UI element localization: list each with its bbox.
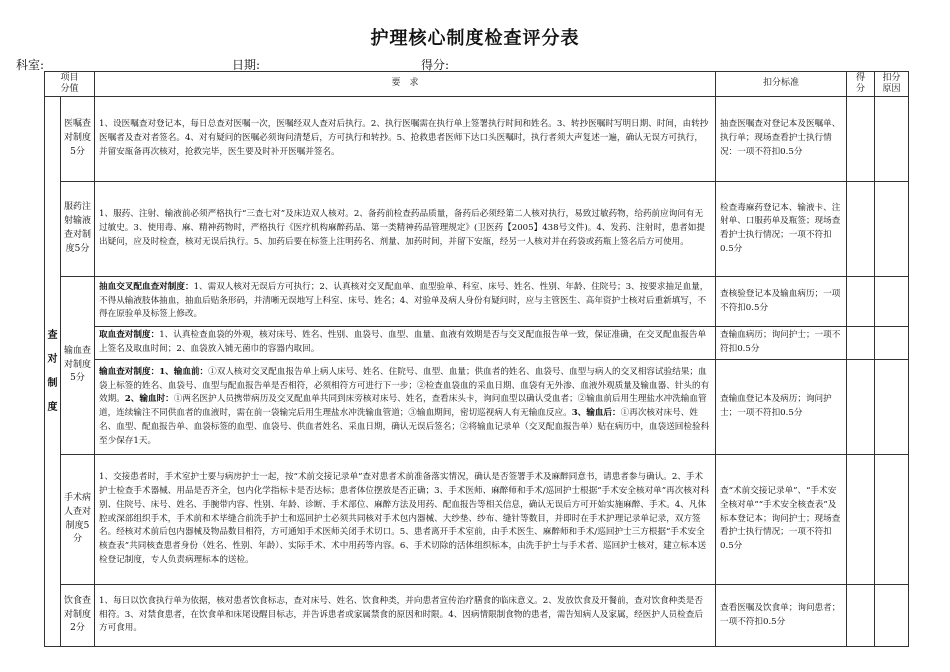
table-row bbox=[45, 277, 909, 327]
table-row bbox=[45, 360, 909, 455]
header-reason: 扣分 原因 bbox=[875, 72, 909, 97]
item-name: 手术病人查对制度5分 bbox=[61, 455, 95, 585]
table-header-row bbox=[45, 72, 909, 97]
table-row bbox=[45, 327, 909, 360]
table-row bbox=[45, 455, 909, 585]
score-label: 得分: bbox=[421, 58, 450, 72]
standard-text: 查核验登记本及输血病历；一项不符扣0.5分 bbox=[716, 277, 847, 327]
header-standard: 扣分标准 bbox=[716, 72, 847, 97]
reason-cell[interactable] bbox=[875, 585, 909, 647]
reason-cell[interactable] bbox=[875, 277, 909, 327]
requirement-text: 输血查对制度：1、输血前：①双人核对交叉配血报告单上病人床号、姓名、住院号、血型、血量；供血者的姓名、血袋号、血型与病人的交叉相容试验结果；血袋上标签的姓名、血袋号、血型与配血报告单是否相符，必须相符方可进行下一步；②检查血袋血的采血日期、血袋有无外渗、血液外观质量及输血器、针头的有效期。2、输血时：①两名医护人员携带病历及交叉配血单共同到床旁核对床号、姓名，查看床头卡，询问血型以确认受血者；②输血前后用生理盐水冲洗输血管道，连续输注不同供血者的血液时，需在前一袋输完后用生理盐水冲洗输血管道；③输血期间，密切巡视病人有无输血反应。3、输血后：①再次核对床号、姓名、血型、配血报告单、血袋标签的血型、血袋号、供血者姓名、采血日期，确认无误后签名；②将输血记录单（交叉配血报告单）贴在病历中，血袋送回检验科至少保存1天。 bbox=[95, 360, 716, 455]
standard-text: 查输血病历；询问护士；一项不符扣0.5分 bbox=[716, 327, 847, 360]
requirement-text: 1、服药、注射、输液前必须严格执行“三查七对”及床边双人核对。2、备药前检查药品质量，备药后必须经第二人核对执行，易致过敏药物，给药前应询问有无过敏史。3、使用毒、麻、精神药物时，严格执行《医疗机构麻醉药品、第一类精神药品管理规定》(卫医药【2005】438号文件)。4、发药、注射时，患者如提出疑问，应及时检查，核对无误后执行。5、加药后要在标签上注明药名、剂量、加药时间，并留下安瓿，经另一人核对并在药袋或药瓶上签名后方可使用。 bbox=[95, 182, 716, 277]
header-requirement: 要 求 bbox=[95, 72, 716, 97]
table-row bbox=[45, 97, 909, 182]
requirement-text: 1、交接患者时，手术室护士要与病房护士一起，按“术前交接记录单”查对患者术前准备落实情况，确认是否签署手术及麻醉同意书，请患者参与确认。2、手术护士检查手术器械、用品是否齐全，包内化学指标卡是否达标；患者体位摆放是否正确；3、手术医师、麻醉师和手术/巡回护士根据“手术安全核对单”再次核对科别、住院号、床号、姓名、手腕带内容、性别、年龄、诊断、手术部位、麻醉方法及用药、配血报告等相关信息，确认无误后方可开始实施麻醉、手术。4、凡体腔或深部组织手术，手术前和术毕缝合前洗手护士和巡回护士必须共同核对手术包内器械、大纱垫、纱布、缝针等数目，并即时在手术护理记录单记录，双方签名。经核对术前后包内器械及物品数目相符，方可通知手术医师关闭手术切口。5、患者离开手术室前，由手术医生、麻醉师和手术/巡回护士三方根据“手术安全核查表”共同核查患者身份（姓名、性别、年龄）、实际手术、术中用药等内容。6、手术切除的活体组织标本，由洗手护士与手术者、巡回护士核对，建立标本送检登记制度，专人负责病理标本的送检。 bbox=[95, 455, 716, 585]
standard-text: 查“术前交接记录单”、“手术安全核对单”“手术安全核查表”及标本登记本；询问护士；现场查看护士执行情况；一项不符扣0.5分 bbox=[716, 455, 847, 585]
table-row bbox=[45, 585, 909, 647]
reason-cell[interactable] bbox=[875, 97, 909, 182]
requirement-text: 取血查对制度：1、认真检查血袋的外观，核对床号、姓名、性别、血袋号、血型、血量、血液有效期是否与交叉配血报告单一致，保证准确，在交叉配血报告单上签名及取血时间；2、血袋放入铺无菌巾的容器内取回。 bbox=[95, 327, 716, 360]
score-cell[interactable] bbox=[847, 585, 875, 647]
page-title: 护理核心制度检查评分表 bbox=[370, 28, 580, 49]
score-cell[interactable] bbox=[847, 455, 875, 585]
standard-text: 查看医嘱及饮食单；询问患者；一项不符扣0.5分 bbox=[716, 585, 847, 647]
item-name: 输血查对制度5分 bbox=[61, 277, 95, 455]
category-check-system: 查 对 制 度 bbox=[45, 97, 61, 647]
department-label: 科室: bbox=[16, 58, 45, 72]
date-label: 日期: bbox=[232, 58, 261, 72]
score-cell[interactable] bbox=[847, 97, 875, 182]
reason-cell[interactable] bbox=[875, 455, 909, 585]
score-cell[interactable] bbox=[847, 182, 875, 277]
requirement-text: 1、每日以饮食执行单为依据，核对患者饮食标志，查对床号、姓名、饮食种类，并向患者宣传治疗膳食的临床意义。2、发放饮食及开餐前，查对饮食种类是否相符。3、对禁食患者，在饮食单和床尾设醒目标志，并告诉患者或家属禁食的原因和时限。4、因病情限制食物的患者，需告知病人及家属，经医护人员检查后方可食用。 bbox=[95, 585, 716, 647]
table-row bbox=[45, 182, 909, 277]
requirement-text: 抽血交叉配血查对制度：1、需双人核对无误后方可执行；2、认真核对交叉配血单、血型验单、科室、床号、姓名、性别、年龄、住院号；3、按要求抽足血量，不得从输液肢体抽血，抽血后贴条形码，并清晰无误地写上科室、床号、姓名；4、对验单及病人身份有疑问时，应与主管医生、高年资护士核对后重新填写，不得在原验单及标签上修改。 bbox=[95, 277, 716, 327]
item-name: 医嘱查对制度5分 bbox=[61, 97, 95, 182]
standard-text: 检查毒麻药登记本、输液卡、注射单、口服药单及瓶签；现场查看护士执行情况；一项不符扣0.5分 bbox=[716, 182, 847, 277]
reason-cell[interactable] bbox=[875, 327, 909, 360]
score-cell[interactable] bbox=[847, 360, 875, 455]
header-project: 项目 分值 bbox=[45, 72, 95, 97]
requirement-text: 1、设医嘱查对登记本，每日总查对医嘱一次，医嘱经双人查对后执行。2、执行医嘱需在执行单上签署执行时间和姓名。3、转抄医嘱时写明日期、时间，由转抄医嘱者及查对者签名。4、对有疑问的医嘱必须询问清楚后，方可执行和转抄。5、抢救患者医师下达口头医嘱时，执行者须大声复述一遍，确认无误方可执行，并留安瓿备再次核对，抢救完毕，医生要及时补开医嘱并签名。 bbox=[95, 97, 716, 182]
item-name: 饮食查对制度2分 bbox=[61, 585, 95, 647]
score-cell[interactable] bbox=[847, 327, 875, 360]
header-score: 得 分 bbox=[847, 72, 875, 97]
item-name: 服药注射输液查对制度5分 bbox=[61, 182, 95, 277]
reason-cell[interactable] bbox=[875, 360, 909, 455]
reason-cell[interactable] bbox=[875, 182, 909, 277]
score-table bbox=[44, 71, 909, 647]
score-cell[interactable] bbox=[847, 277, 875, 327]
standard-text: 抽查医嘱查对登记本及医嘱单、执行单；现场查看护士执行情况：一项不符扣0.5分 bbox=[716, 97, 847, 182]
standard-text: 查输血登记本及病历；询问护士；一项不符扣0.5分 bbox=[716, 360, 847, 455]
